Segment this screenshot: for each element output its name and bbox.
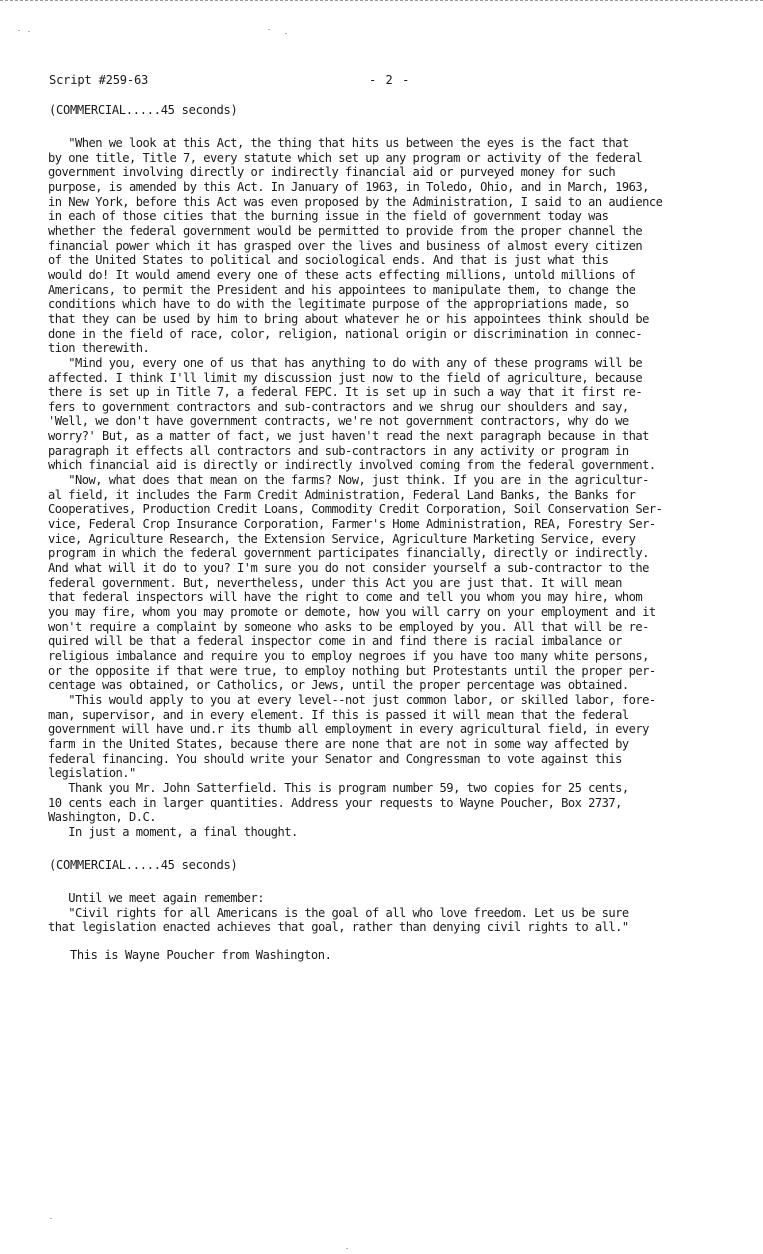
text-line: fers to government contractors and sub-contractors and we shrug our shoulders and say,	[48, 399, 629, 414]
text-line: affected. I think I'll limit my discussion just now to the field of agriculture, because	[48, 370, 643, 385]
text-line: done in the field of race, color, religion, national origin or discrimination in connec-	[48, 326, 643, 341]
text-line: al field, it includes the Farm Credit Administration, Federal Land Banks, the Banks for	[48, 487, 636, 502]
text-line: Americans, to permit the President and his appointees to manipulate them, to change the	[48, 282, 636, 297]
text-line: or the opposite if that were true, to employ nothing but Protestants until the proper per-	[48, 663, 656, 678]
text-line: religious imbalance and require you to employ negroes if you have too many white persons,	[48, 648, 649, 663]
text-line: of the United States to political and sociological ends. And that is just what this	[48, 253, 609, 268]
text-line: Thank you Mr. John Satterfield. This is program number 59, two copies for 25 cents,	[48, 780, 629, 795]
paper-speck	[50, 1218, 52, 1219]
text-line: that they can be used by him to bring about whatever he or his appointees think should be	[48, 311, 649, 326]
text-line: government will have und.r its thumb all employment in every agricultural field, in every	[48, 722, 649, 737]
closing-line: "Civil rights for all Americans is the goal of all who love freedom. Let us be sure	[48, 905, 629, 920]
text-line: government involving directly or indirectly financial aid or purveyed money for such	[48, 165, 616, 180]
text-line: man, supervisor, and in every element. If this is passed it will mean that the federal	[48, 707, 629, 722]
closing-line: that legislation enacted achieves that goal, rather than denying civil rights to all."	[48, 920, 629, 935]
commercial-break-label: (COMMERCIAL.....45 seconds)	[49, 103, 238, 117]
text-line: centage was obtained, or Catholics, or Jews, until the proper percentage was obtained.	[48, 678, 629, 693]
text-line: conditions which have to do with the legitimate purpose of the appropriations made, so	[48, 297, 629, 312]
paper-speck	[28, 31, 30, 32]
text-line: won't require a complaint by someone who asks to be employed by you. All that will be re-	[48, 619, 649, 634]
text-line: legislation."	[48, 766, 136, 781]
text-line: quired will be that a federal inspector come in and find there is racial imbalance or	[48, 634, 622, 649]
text-line: "When we look at this Act, the thing that hits us between the eyes is the fact that	[48, 136, 629, 150]
closing-quote	[48, 891, 629, 935]
text-line: vice, Federal Crop Insurance Corporation, Farmer's Home Administration, REA, Forestry Ser-	[48, 517, 656, 532]
paper-speck	[346, 1248, 348, 1249]
page-number: - 2 -	[369, 73, 411, 87]
script-number: Script #259-63	[49, 73, 149, 87]
text-line: farm in the United States, because there are none that are not in some way affected by	[48, 736, 629, 751]
text-line: "This would apply to you at every level--not just common labor, or skilled labor, fore-	[48, 692, 656, 707]
text-line: there is set up in Title 7, a federal FEPC. It is set up in such a way that it first re-	[48, 385, 643, 400]
paper-speck	[285, 33, 287, 34]
text-line: financial power which it has grasped over the lives and business of almost every citizen	[48, 238, 643, 253]
text-line: vice, Agriculture Research, the Extension Service, Agriculture Marketing Service, every	[48, 531, 636, 546]
text-line: you may fire, whom you may promote or demote, how you will carry on your employment and it	[48, 605, 656, 619]
text-line: federal government. But, nevertheless, under this Act you are just that. It will mean	[48, 575, 622, 590]
closing-line: Until we meet again remember:	[48, 891, 265, 905]
text-line: worry?' But, as a matter of fact, we just haven't read the next paragraph because in that	[48, 429, 649, 444]
text-line: would do! It would amend every one of these acts effecting millions, untold millions of	[48, 267, 636, 282]
signoff-line: This is Wayne Poucher from Washington.	[70, 948, 332, 962]
script-body-text	[48, 136, 738, 840]
text-line: in New York, before this Act was even proposed by the Administration, I said to an audience	[48, 194, 663, 209]
text-line: In just a moment, a final thought.	[48, 824, 298, 839]
text-line: purpose, is amended by this Act. In January of 1963, in Toledo, Ohio, and in March, 1963,	[48, 179, 649, 194]
text-line: which financial aid is directly or indirectly involved coming from the federal government.	[48, 458, 656, 473]
text-line: tion therewith.	[48, 341, 150, 356]
paper-speck	[268, 29, 270, 30]
text-line: program in which the federal government participates financially, directly or indirectly.	[48, 546, 649, 561]
text-line: Cooperatives, Production Credit Loans, Commodity Credit Corporation, Soil Conservation Ser-	[48, 502, 663, 517]
text-line: 10 cents each in larger quantities. Address your requests to Wayne Poucher, Box 2737,	[48, 795, 622, 810]
text-line: 'Well, we don't have government contracts, we're not government contractors, why do we	[48, 414, 629, 429]
text-line: in each of those cities that the burning issue in the field of government today was	[48, 209, 609, 224]
text-line: And what will it do to you? I'm sure you do not consider yourself a sub-contractor to the	[48, 561, 649, 576]
text-line: by one title, Title 7, every statute which set up any program or activity of the federal	[48, 150, 643, 165]
text-line: paragraph it effects all contractors and sub-contractors in any activity or program in	[48, 443, 629, 458]
text-line: that federal inspectors will have the right to come and tell you whom you may hire, whom	[48, 590, 643, 605]
text-line: whether the federal government would be permitted to provide from the proper channel the	[48, 223, 643, 238]
paper-speck	[18, 30, 20, 31]
page-top-edge	[0, 0, 763, 1]
commercial-break-label: (COMMERCIAL.....45 seconds)	[49, 858, 238, 872]
text-line: "Mind you, every one of us that has anything to do with any of these programs will be	[48, 355, 643, 370]
text-line: "Now, what does that mean on the farms? Now, just think. If you are in the agricultur-	[48, 473, 649, 488]
text-line: Washington, D.C.	[48, 810, 157, 825]
text-line: federal financing. You should write your Senator and Congressman to vote against this	[48, 751, 622, 766]
page-header	[49, 73, 709, 89]
